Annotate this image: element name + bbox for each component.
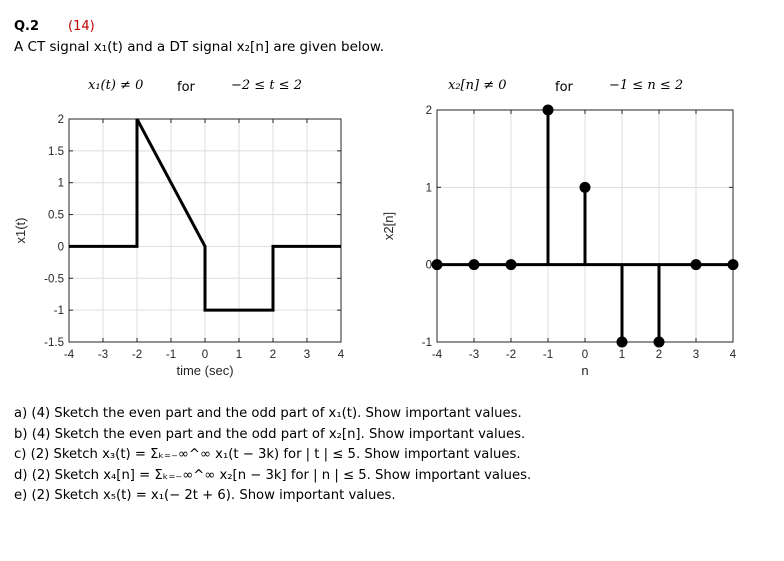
plot1-condition-right: −2 ≤ t ≤ 2 xyxy=(231,78,302,93)
plot2-condition-right: −1 ≤ n ≤ 2 xyxy=(609,78,684,93)
question-intro: A CT signal x₁(t) and a DT signal x₂[n] are given below. xyxy=(14,39,384,55)
x2-stem-marker xyxy=(691,259,702,270)
x2-xtick-label: 1 xyxy=(618,349,626,361)
x2-x-axis-label: n xyxy=(581,363,589,378)
x2-stem-marker xyxy=(543,105,554,116)
x2-xtick-label: -2 xyxy=(505,349,517,361)
x2-xtick-label: 0 xyxy=(581,349,589,361)
question-number: Q.2 xyxy=(14,19,40,34)
x1-xtick-label: 1 xyxy=(235,349,243,361)
x1-ytick-label: -1.5 xyxy=(44,337,64,349)
question-b: b) (4) Sketch the even part and the odd part of x₂[n]. Show important values. xyxy=(14,426,526,442)
x1-ytick-label: 2 xyxy=(57,114,64,126)
x2-xtick-label: -1 xyxy=(542,349,554,361)
x2-stem-marker xyxy=(617,337,628,348)
question-points: (14) xyxy=(68,19,95,34)
x2-ytick-label: 1 xyxy=(425,182,432,195)
x2-xtick-label: 2 xyxy=(655,349,663,361)
question-d: d) (2) Sketch x₄[n] = Σₖ₌₋∞^∞ x₂[n − 3k] for | n | ≤ 5. Show important values. xyxy=(14,467,532,483)
x1-ytick-label: 0.5 xyxy=(48,209,64,222)
x1-xtick-label: -4 xyxy=(63,349,75,361)
chart-x1 xyxy=(13,114,345,378)
x1-ytick-label: -1 xyxy=(53,305,64,318)
x1-xtick-label: -3 xyxy=(97,349,109,361)
question-e: e) (2) Sketch x₅(t) = x₁(− 2t + 6). Show important values. xyxy=(14,488,396,503)
x2-xtick-label: -4 xyxy=(431,349,443,361)
x2-stem-marker xyxy=(654,337,665,348)
plot1-condition-left: x₁(t) ≠ 0 xyxy=(88,78,144,93)
question-list xyxy=(14,404,531,507)
x1-ytick-label: 0 xyxy=(57,241,64,254)
plot1-for-word: for xyxy=(177,80,195,95)
x1-x-axis-label: time (sec) xyxy=(176,363,234,378)
x1-xtick-label: 2 xyxy=(269,349,277,361)
x2-xtick-label: 3 xyxy=(692,349,700,361)
x1-xtick-label: -1 xyxy=(165,349,177,361)
x2-stem-marker xyxy=(506,259,517,270)
x2-ytick-label: -1 xyxy=(421,337,432,349)
plot2-for-word: for xyxy=(555,80,573,95)
x2-stem-marker xyxy=(728,259,739,270)
chart-x2 xyxy=(381,105,739,379)
x1-ytick-label: 1.5 xyxy=(48,145,64,158)
x1-ytick-label: -0.5 xyxy=(44,273,64,286)
question-a: a) (4) Sketch the even part and the odd part of x₁(t). Show important values. xyxy=(14,406,522,421)
x1-xtick-label: 4 xyxy=(337,349,345,361)
x2-stem-marker xyxy=(432,259,443,270)
x1-xtick-label: -2 xyxy=(131,349,143,361)
x2-xtick-label: -3 xyxy=(468,349,480,361)
x1-xtick-label: 3 xyxy=(303,349,311,361)
x2-ytick-label: 2 xyxy=(425,105,432,117)
x2-ytick-label: 0 xyxy=(425,259,432,272)
x1-y-axis-label: x1(t) xyxy=(13,217,28,244)
x2-stem-marker xyxy=(580,182,591,193)
x1-ytick-label: 1 xyxy=(57,177,64,190)
plot2-condition-left: x₂[n] ≠ 0 xyxy=(448,78,507,93)
question-c: c) (2) Sketch x₃(t) = Σₖ₌₋∞^∞ x₁(t − 3k) for | t | ≤ 5. Show important values. xyxy=(14,447,521,462)
x2-stem-marker xyxy=(469,259,480,270)
x2-y-axis-label: x2[n] xyxy=(381,211,396,241)
x1-xtick-label: 0 xyxy=(201,349,209,361)
x2-xtick-label: 4 xyxy=(729,349,737,361)
